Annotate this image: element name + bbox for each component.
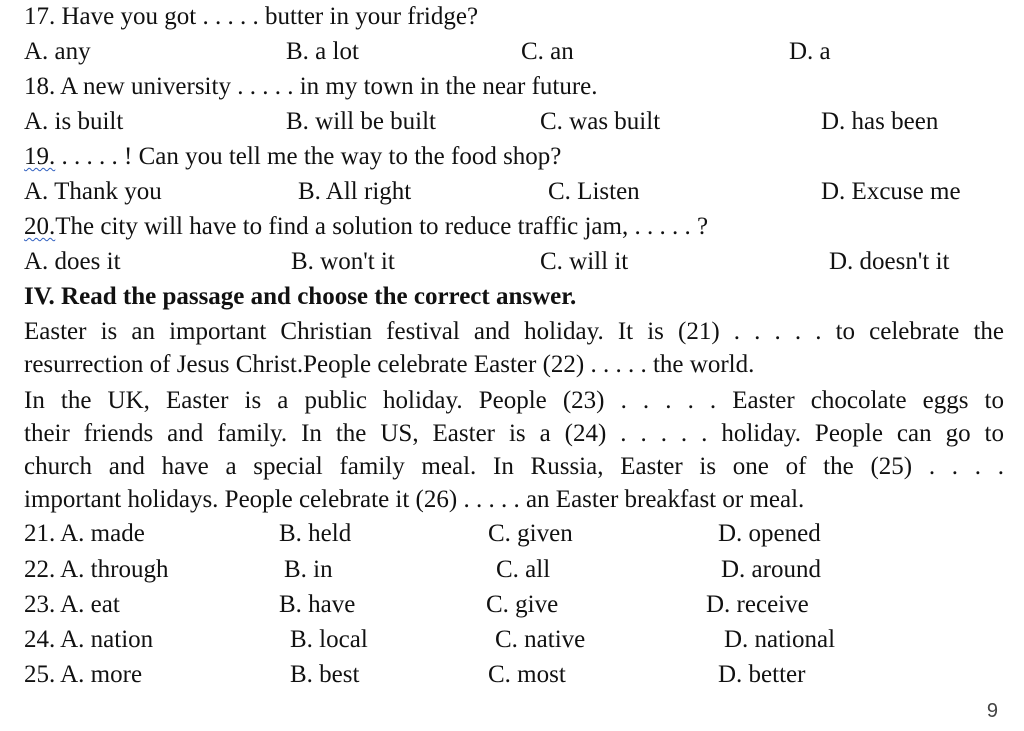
question-number: 18.: [24, 73, 56, 100]
option-18-b: B. will be built: [286, 108, 436, 135]
option-18-d: D. has been: [821, 108, 939, 135]
passage-line: important holidays. People celebrate it (26) . . . . . an Easter breakfast or meal.: [24, 486, 805, 513]
option-18-c: C. was built: [540, 108, 661, 135]
passage-line: their friends and family. In the US, Easter is a (24) . . . . . holiday. People can go to: [24, 420, 1004, 447]
question-number: 20.: [24, 213, 56, 240]
question-17: [24, 2, 1004, 32]
option-24-b: B. local: [290, 626, 368, 653]
question-18: [24, 72, 1004, 102]
option-19-d: D. Excuse me: [821, 178, 961, 205]
option-17-d: D. a: [789, 38, 831, 65]
answer-row-25: [24, 660, 142, 690]
option-20-d: D. doesn't it: [829, 248, 950, 275]
answer-row-22: [24, 555, 168, 585]
passage-line: church and have a special family meal. In Russia, Easter is one of the (25) . . . .: [24, 453, 1004, 480]
option-17-b: B. a lot: [286, 38, 359, 65]
answer-row-24: [24, 625, 153, 655]
option-20-a: A. does it: [24, 248, 121, 275]
option-23-d: D. receive: [706, 591, 809, 618]
question-number: 19.: [24, 143, 56, 170]
passage-line: resurrection of Jesus Christ.People celebrate Easter (22) . . . . . the world.: [24, 351, 755, 378]
option-24-c: C. native: [495, 626, 586, 653]
option-25-d: D. better: [718, 661, 806, 688]
question-number: 17.: [24, 3, 56, 30]
option-22-d: D. around: [721, 556, 821, 583]
question-stem: A new university . . . . . in my town in the near future.: [60, 73, 598, 100]
option-23-b: B. have: [279, 591, 356, 618]
answer-number: 21.: [24, 520, 56, 547]
option-17-a: A. any: [24, 38, 91, 65]
passage-line: Easter is an important Christian festival and holiday. It is (21) . . . . . to celebrate the: [24, 318, 1004, 345]
option-22-c: C. all: [496, 556, 551, 583]
answer-row-23: [24, 590, 120, 620]
option-22-a: A. through: [60, 556, 169, 583]
option-22-b: B. in: [284, 556, 333, 583]
option-25-a: A. more: [60, 661, 143, 688]
option-20-b: B. won't it: [291, 248, 395, 275]
answer-number: 23.: [24, 591, 56, 618]
option-19-b: B. All right: [298, 178, 412, 205]
answer-number: 22.: [24, 556, 56, 583]
option-25-b: B. best: [290, 661, 360, 688]
option-21-c: C. given: [488, 520, 573, 547]
answer-number: 25.: [24, 661, 56, 688]
option-25-c: C. most: [488, 661, 566, 688]
option-21-d: D. opened: [718, 520, 821, 547]
option-24-d: D. national: [724, 626, 836, 653]
option-18-a: A. is built: [24, 108, 124, 135]
section-heading: IV. Read the passage and choose the correct answer.: [24, 283, 577, 310]
page-number: 9: [986, 700, 998, 722]
question-19: [24, 142, 1004, 172]
option-19-a: A. Thank you: [24, 178, 162, 205]
question-stem: The city will have to find a solution to reduce traffic jam, . . . . . ?: [55, 213, 709, 240]
question-stem: Have you got . . . . . butter in your fridge?: [61, 3, 479, 30]
option-19-c: C. Listen: [548, 178, 640, 205]
answer-number: 24.: [24, 626, 56, 653]
option-17-c: C. an: [521, 38, 574, 65]
option-23-c: C. give: [486, 591, 559, 618]
option-20-c: C. will it: [540, 248, 629, 275]
answer-row-21: [24, 519, 145, 549]
option-24-a: A. nation: [60, 626, 154, 653]
passage-line: In the UK, Easter is a public holiday. People (23) . . . . . Easter chocolate eggs to: [24, 387, 1004, 414]
question-stem: . . . . . ! Can you tell me the way to the food shop?: [55, 143, 562, 170]
option-21-b: B. held: [279, 520, 352, 547]
option-21-a: A. made: [60, 520, 145, 547]
option-23-a: A. eat: [60, 591, 120, 618]
question-20: [24, 212, 1004, 242]
